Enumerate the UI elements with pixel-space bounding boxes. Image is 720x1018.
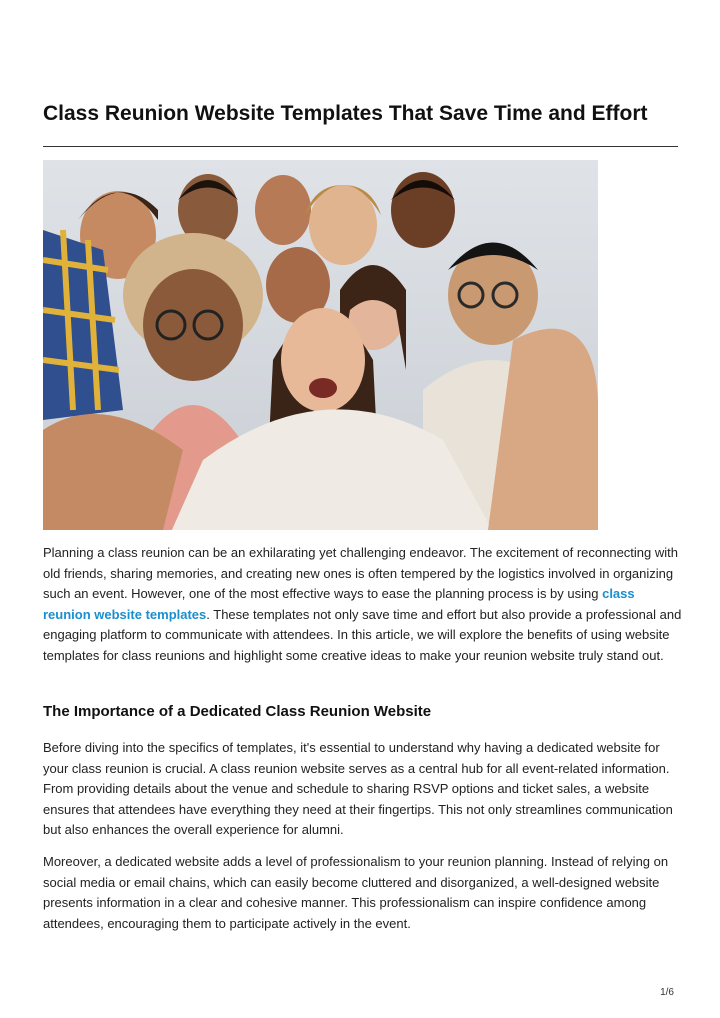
body-paragraph-2: Moreover, a dedicated website adds a level of professionalism to your reunion planning. Instead of relying on social media or email chains, which can easily become cluttered and disorganized, a well-designed website presents information in a clear and cohesive manner. This professionalism can inspire confidence among attendees, encouraging them to participate actively in the event. [43,854,669,931]
intro-paragraph [43,543,683,667]
section-heading: The Importance of a Dedicated Class Reunion Website [43,703,432,720]
body-paragraph-1: Before diving into the specifics of templates, it's essential to understand why having a dedicated website for your class reunion is crucial. A class reunion website serves as a central hub for all event-related information. From providing details about the venue and schedule to sharing RSVP options and ticket sales, a website ensures that attendees have everything they need at their fingertips. This not only streamlines communication but also enhances the overall experience for alumni. [43,740,673,838]
intro-text-end: . These templates not only save time and effort but also provide a professional and engaging platform to communicate with attendees. In this article, we will explore the benefits of using website templates for class reunions and highlight some creative ideas to make your reunion website truly stand out. [43,606,682,663]
intro-text-start: Planning a class reunion can be an exhilarating yet challenging endeavor. The excitement of reconnecting with old friends, sharing memories, and creating new ones is often tempered by the logistics involved in organizing such an event. However, one of the most effective ways to ease the planning process is by using [43,545,679,602]
title-divider [43,146,678,147]
page-number: 1/6 [660,987,674,998]
page-title: Class Reunion Website Templates That Save Time and Effort [43,102,648,125]
templates-link[interactable]: class reunion website templates [43,586,635,622]
hero-image [43,160,598,530]
